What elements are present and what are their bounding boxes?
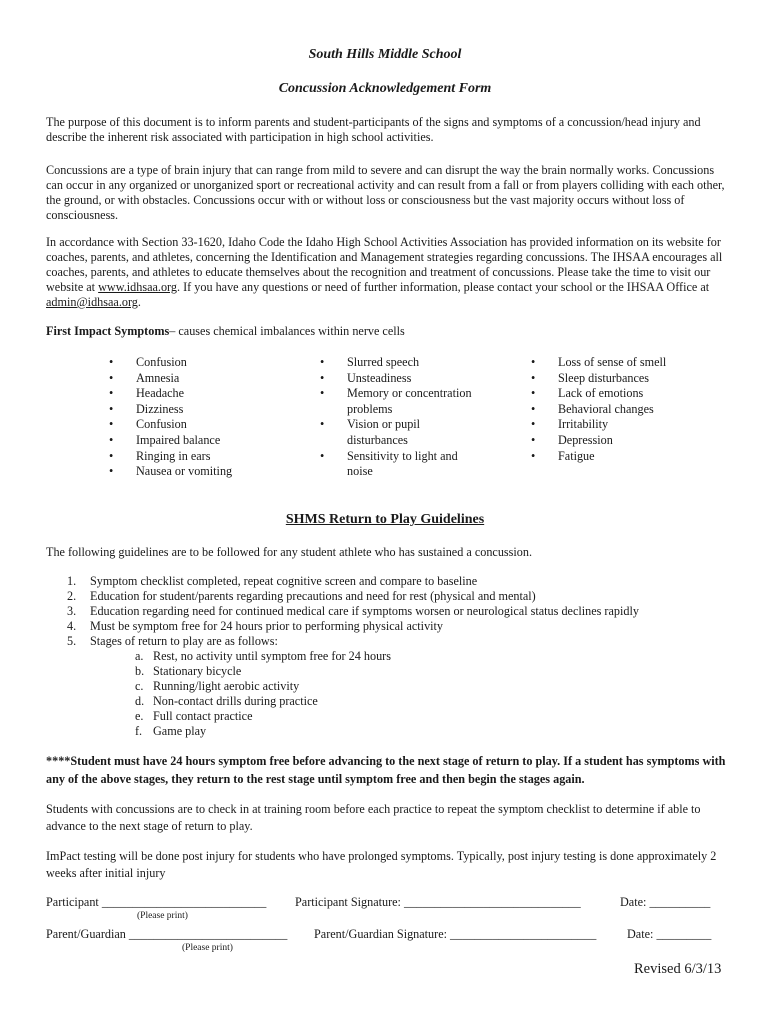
email-link[interactable]: admin@idhsaa.org: [46, 295, 138, 309]
step-number: 1.: [67, 574, 77, 588]
step-text: Symptom checklist completed, repeat cognitive screen and compare to baseline: [90, 574, 478, 588]
participant-signature-line[interactable]: Participant Signature: _____________________________: [295, 895, 581, 909]
revision-date: Revised 6/3/13: [634, 961, 722, 977]
symptom-list-column-3: [531, 355, 721, 464]
return-to-play-steps: [67, 574, 737, 739]
step-text: Stages of return to play are as follows:: [90, 634, 278, 648]
warning-note: ****Student must have 24 hours symptom free before advancing to the next stage of return to play. If a student has symptoms with any of the above stages, they return to the rest stage until symptom free and then begin the stages again.: [46, 754, 726, 786]
step-text: Must be symptom free for 24 hours prior to performing physical activity: [90, 619, 444, 633]
step-text: Education for student/parents regarding precautions and need for rest (physical and mental): [90, 589, 536, 603]
stage-letter: b.: [135, 664, 145, 678]
step-text: Education regarding need for continued medical care if symptoms worsen or neurological status declines rapidly: [90, 604, 639, 618]
impact-testing-note: ImPact testing will be done post injury for students who have prolonged symptoms. Typically, post injury testing is done approximately 2 weeks after initial injury: [46, 849, 717, 880]
intro-paragraph-1: The purpose of this document is to inform parents and student-participants of the signs and symptoms of a concussion/head injury and describe the inherent risk associated with participation in high school activities.: [46, 115, 701, 144]
stage-letter: e.: [135, 709, 144, 723]
intro-paragraph-2: Concussions are a type of brain injury that can range from mild to severe and can disrupt the way the brain normally works. Concussions can occur in any organized or unorganized sport or recreational activity and can result from a fall or from players colliding with each other, the ground, or with obstacles. Concussions occur with or without loss or consciousness but the vast majority occurs without loss of consciousness.: [46, 163, 725, 222]
stage-item: [90, 724, 737, 739]
symptom-item: • Sensitivity to light and noise: [320, 449, 480, 480]
symptom-item: • Behavioral changes: [531, 402, 721, 418]
symptom-item: • Loss of sense of smell: [531, 355, 721, 371]
symptom-item: • Memory or concentration problems: [320, 386, 480, 417]
symptom-item: • Depression: [531, 433, 721, 449]
symptom-item: • Unsteadiness: [320, 371, 480, 387]
symptom-item: • Irritability: [531, 417, 721, 433]
step-item: [67, 619, 737, 634]
symptom-item: • Fatigue: [531, 449, 721, 465]
step-item: [67, 604, 737, 619]
symptom-item: • Sleep disturbances: [531, 371, 721, 387]
symptom-item: • Lack of emotions: [531, 386, 721, 402]
step-number: 2.: [67, 589, 77, 603]
guidelines-heading: SHMS Return to Play Guidelines: [285, 512, 485, 527]
stage-list: [90, 649, 737, 739]
stage-text: Non-contact drills during practice: [153, 694, 318, 708]
stage-text: Running/light aerobic activity: [153, 679, 300, 693]
step-item: [67, 574, 737, 589]
website-link[interactable]: www.idhsaa.org: [98, 280, 177, 294]
symptom-list-column-2: [320, 355, 480, 480]
step-number: 3.: [67, 604, 77, 618]
stage-item: [90, 679, 737, 694]
stage-item: [90, 709, 737, 724]
participant-name-line[interactable]: Participant ___________________________: [46, 895, 267, 909]
symptom-item: • Vision or pupil disturbances: [320, 417, 480, 448]
symptom-item: • Ringing in ears: [109, 449, 279, 465]
stage-text: Stationary bicycle: [153, 664, 242, 678]
intro-paragraph-3: [46, 235, 730, 310]
paragraph-3-text-continued: . If you have any questions or need of further information, please contact your school or the IHSAA Office at: [177, 280, 710, 294]
symptom-item: • Impaired balance: [109, 433, 279, 449]
symptom-item: • Slurred speech: [320, 355, 480, 371]
check-in-note: Students with concussions are to check in at training room before each practice to repeat the symptom checklist to determine if able to advance to the next stage of return to play.: [46, 802, 701, 833]
symptoms-heading: [46, 324, 730, 339]
symptom-item: • Confusion: [109, 355, 279, 371]
step-number: 4.: [67, 619, 77, 633]
step-item: [67, 634, 737, 739]
please-print-note-2: (Please print): [182, 943, 233, 953]
stage-item: [90, 694, 737, 709]
school-title: South Hills Middle School: [308, 47, 462, 62]
step-item: [67, 589, 737, 604]
please-print-note-1: (Please print): [137, 911, 188, 921]
stage-letter: d.: [135, 694, 145, 708]
stage-text: Game play: [153, 724, 207, 738]
stage-letter: f.: [135, 724, 143, 738]
symptoms-label: First Impact Symptoms: [46, 324, 170, 338]
stage-item: [90, 649, 737, 664]
stage-letter: a.: [135, 649, 144, 663]
symptom-item: • Dizziness: [109, 402, 279, 418]
form-title: Concussion Acknowledgement Form: [278, 81, 492, 96]
parent-signature-line[interactable]: Parent/Guardian Signature: ________________________: [314, 927, 597, 941]
stage-text: Full contact practice: [153, 709, 253, 723]
symptom-item: • Nausea or vomiting: [109, 464, 279, 480]
parent-name-line[interactable]: Parent/Guardian __________________________: [46, 927, 288, 941]
guidelines-intro: The following guidelines are to be followed for any student athlete who has sustained a concussion.: [46, 545, 533, 559]
symptom-item: • Confusion: [109, 417, 279, 433]
paragraph-3-end: .: [137, 295, 141, 309]
stage-text: Rest, no activity until symptom free for 24 hours: [153, 649, 391, 663]
symptom-list-column-1: [109, 355, 279, 480]
participant-date-line[interactable]: Date: __________: [620, 895, 711, 909]
stage-item: [90, 664, 737, 679]
step-number: 5.: [67, 634, 77, 648]
symptom-item: • Headache: [109, 386, 279, 402]
stage-letter: c.: [135, 679, 144, 693]
parent-date-line[interactable]: Date: _________: [627, 927, 712, 941]
paragraph-3-text: In accordance with Section 33-1620, Idaho Code the Idaho High School Activities Association has provided information on its website for coaches, parents, and athletes, concerning the Identification and Management strategies regarding concussions. The IHSAA encourages all coaches, parents, and athletes to educate themselves about the recognition and treatment of concussions. Please take the time to visit our website at: [46, 235, 723, 294]
symptoms-description: – causes chemical imbalances within nerve cells: [169, 324, 405, 338]
symptom-item: • Amnesia: [109, 371, 279, 387]
